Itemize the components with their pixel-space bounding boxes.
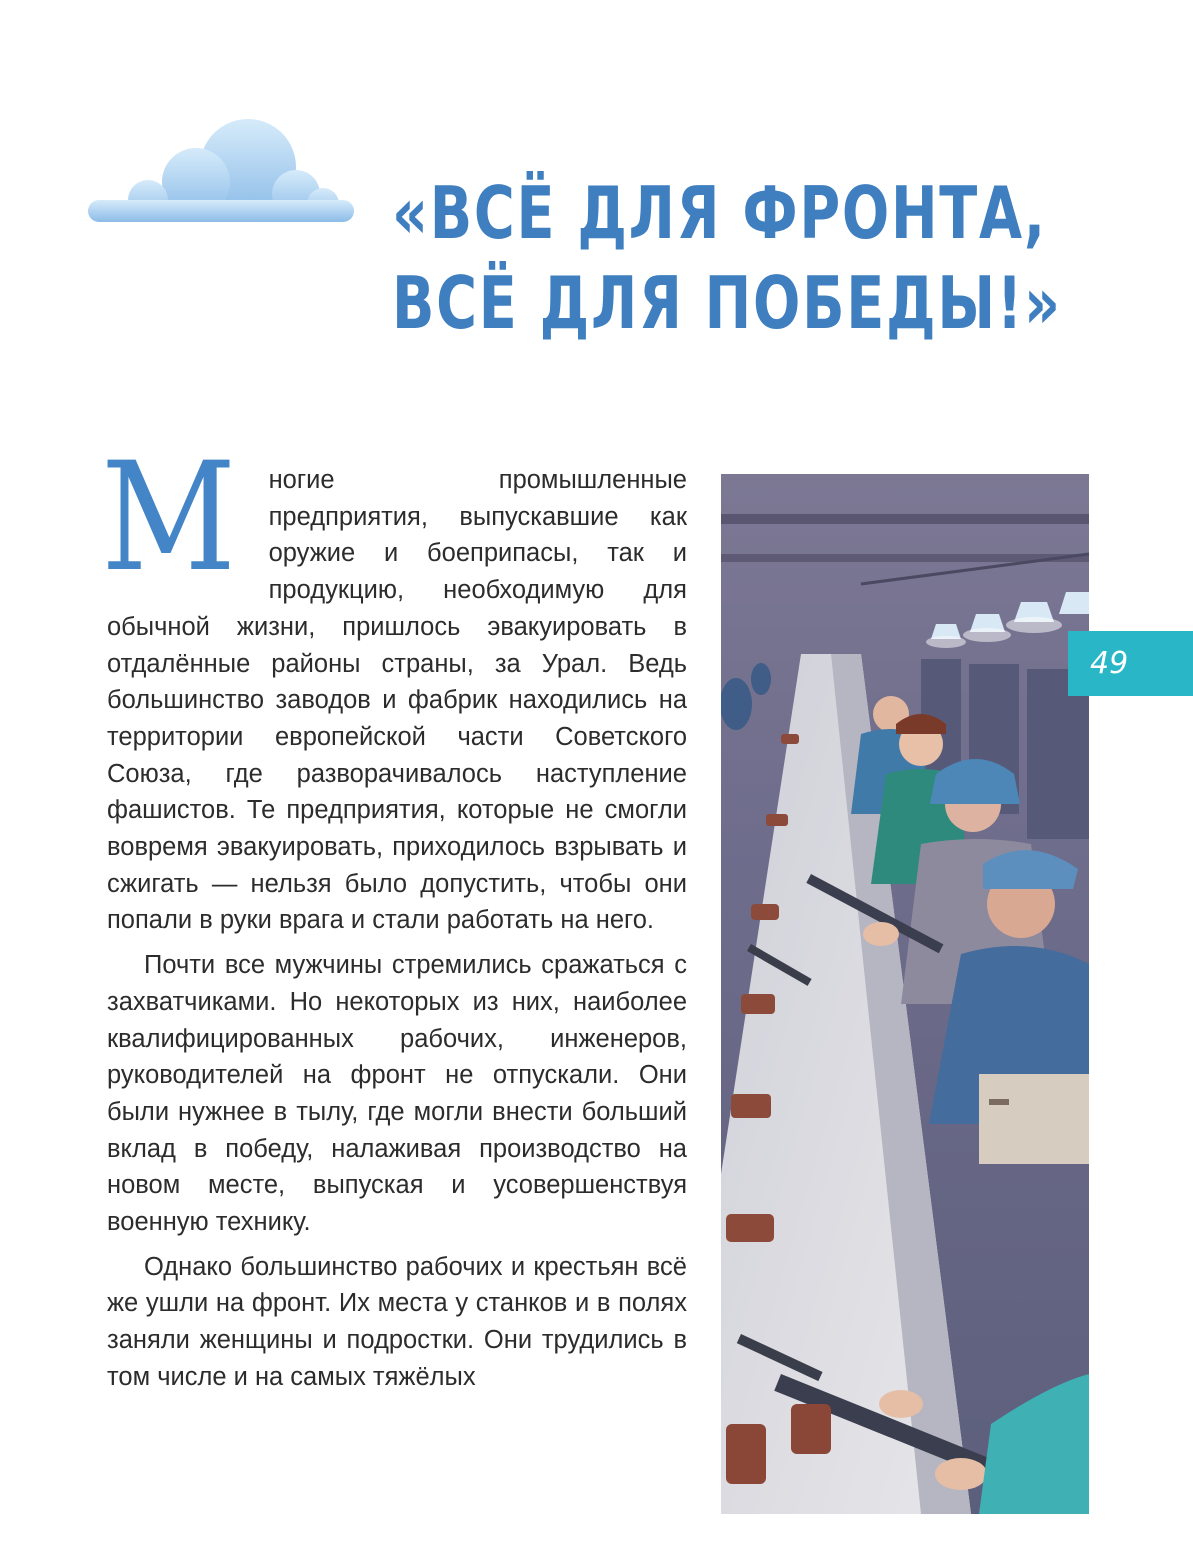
chapter-title — [392, 168, 1062, 348]
factory-illustration — [721, 474, 1089, 1514]
body-text — [101, 431, 687, 1404]
paragraph-3: Однако большинство рабочих и крестьян всё же ушли на фронт. Их места у станков и в полях заняли женщины и подростки. Они трудились в том числе и на самых тяжёлых — [107, 1252, 687, 1391]
paragraph-1-text: ногие промышленные предприятия, выпускавшие как оружие и боеприпасы, так и продукцию, необходимую для обычной жизни, пришлось эвакуировать в отдалённые районы страны, за Урал. Ведь большинство заводов и фабрик находились на территории европейской части Советского Союза, где разворачивалось наступление фашистов. Те предприятия, которые не смогли вовремя эвакуировать, приходилось взрывать и сжигать — нельзя было допустить, чтобы они попали в руки врага и стали работать на него. — [107, 466, 687, 935]
page-number-tab — [1068, 631, 1193, 696]
cloud-illustration — [78, 112, 358, 230]
page-number: 49 — [1090, 646, 1129, 681]
chapter-title-line-2: ВСЁ ДЛЯ ПОБЕДЫ!» — [392, 261, 1062, 345]
paragraph-2: Почти все мужчины стремились сражаться с захватчиками. Но некоторых из них, наиболее квалифицированных рабочих, инженеров, руководителей на фронт не отпускали. Они были нужнее в тылу, где могли внести больший вклад в победу, налаживая производство на новом месте, выпуская и усовершенствуя военную технику. — [107, 951, 687, 1237]
chapter-title-line-1: «ВСЁ ДЛЯ ФРОНТА, — [392, 171, 1047, 255]
drop-cap: М — [101, 431, 237, 605]
paragraph-1 — [101, 431, 687, 939]
